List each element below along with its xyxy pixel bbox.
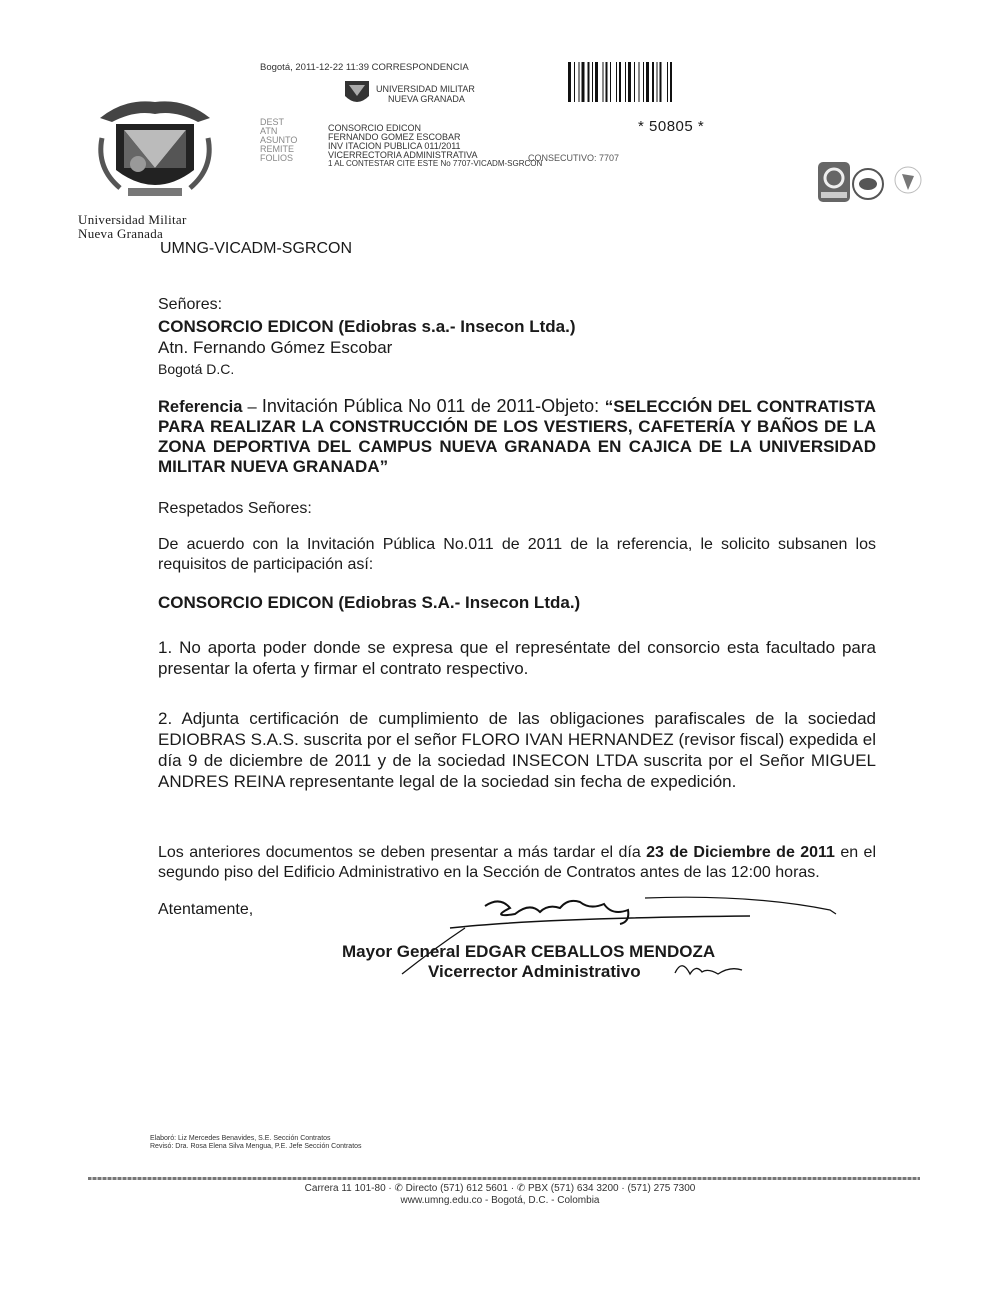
stamp-label-0: DEST (260, 117, 285, 127)
university-crest-icon (80, 88, 230, 206)
reviewed-by: Revisó: Dra. Rosa Elena Silva Mengua, P.E. Jefe Sección Contratos (150, 1143, 362, 1150)
requirement-item-1: 1. No aporta poder donde se expresa que el represéntate del consorcio esta facultado para presentar la oferta y firmar el contrato respectivo. (158, 638, 876, 678)
prepared-by: Elaboró: Liz Mercedes Benavides, S.E. Sección Contratos (150, 1135, 331, 1142)
reference-object: “SELECCIÓN DEL CONTRATISTA PARA REALIZAR LA CONSTRUCCIÓN DE LOS VESTIERS, CAFETERÍA Y BAÑOS DE LA ZONA DEPORTIVA DEL CAMPUS NUEVA GRANADA EN CAJICA DE LA UNIVERSIDAD MILITAR NUEVA GRANADA” (158, 397, 876, 476)
stamp-value-4: 1 AL CONTESTAR CITE ESTE No 7707-VICADM-SGRCON (328, 159, 543, 168)
stamp-value-2: INV ITACION PUBLICA 011/2011 (328, 141, 461, 151)
requirement-item-2: 2. Adjunta certificación de cumplimiento de las obligaciones parafiscales de la sociedad EDIOBRAS S.A.S. suscrita por el señor FLORO IVAN HERNANDEZ (revisor fiscal) expedida el día 9 de diciembre de 2011 y de la sociedad INSECON LTDA suscrita por el Señor MIGUEL ANDRES REINA representante legal de la sociedad sin fecha de expedición. (158, 709, 876, 791)
reference-dash: – (242, 398, 262, 416)
document-reference-code: UMNG-VICADM-SGRCON (160, 240, 352, 257)
salutation: Señores: (158, 296, 223, 313)
stamp-logo-icon (342, 78, 372, 110)
stamp-label-1: ATN (260, 126, 278, 136)
signer-name: Mayor General EDGAR CEBALLOS MENDOZA (342, 942, 716, 961)
deadline-post: en el segundo piso del Edificio Administrativo en la Sección de Contratos antes de las 12:00 horas. (158, 844, 877, 881)
university-name-line2: Nueva Granada (78, 226, 164, 241)
icontec-logo-icon (818, 162, 850, 202)
greeting: Respetados Señores: (158, 500, 312, 517)
university-logo (78, 88, 230, 241)
footer-divider (88, 1177, 920, 1180)
barcode-icon (568, 62, 708, 102)
stamp-label-4: FOLIOS (260, 153, 294, 163)
deadline-paragraph (158, 843, 876, 883)
addressee-attention: Atn. Fernando Gómez Escobar (158, 338, 393, 357)
reference-label: Referencia (158, 398, 243, 416)
addressee-company: CONSORCIO EDICON (Ediobras s.a.- Insecon Ltda.) (158, 317, 576, 336)
stamp-value-3: VICERRECTORIA ADMINISTRATIVA (328, 150, 478, 160)
deadline-date: 23 de Diciembre de 2011 (646, 844, 835, 861)
stamp-org-line1: UNIVERSIDAD MILITAR (376, 84, 475, 94)
footer-web: www.umng.edu.co - Bogotá, D.C. - Colombia (400, 1195, 600, 1206)
addressee-city: Bogotá D.C. (158, 361, 235, 377)
stamp-label-3: REMITE (260, 144, 295, 154)
signer-title: Vicerrector Administrativo (428, 962, 641, 981)
stamp-consecutivo: CONSECUTIVO: 7707 (528, 153, 620, 163)
reference-paragraph (158, 396, 876, 477)
stamp-value-0: CONSORCIO EDICON (328, 123, 422, 133)
certification-logos (818, 160, 938, 208)
subheading-consortium: CONSORCIO EDICON (Ediobras S.A.- Insecon Ltda.) (158, 593, 581, 612)
quality-mark-icon (895, 167, 921, 193)
footer-address: Carrera 11 101-80 · ✆ Directo (571) 612 5601 · ✆ PBX (571) 634 3200 · (571) 275 7300 (304, 1183, 696, 1194)
intro-paragraph: De acuerdo con la Invitación Pública No.011 de 2011 de la referencia, le solicito subsanen los requisitos de participación así: (158, 536, 876, 573)
iqnet-logo-icon (853, 169, 883, 199)
deadline-pre: Los anteriores documentos se deben presentar a más tardar el día (158, 844, 647, 861)
farewell: Atentamente, (158, 901, 254, 918)
reference-text: Invitación Pública No 011 de 2011-Objeto: (261, 396, 605, 416)
stamp-value-1: FERNANDO GOMEZ ESCOBAR (328, 132, 461, 142)
stamp-org-line2: NUEVA GRANADA (388, 94, 465, 104)
stamp-date-line: Bogotá, 2011-12-22 11:39 CORRESPONDENCIA (260, 62, 469, 73)
stamp-label-2: ASUNTO (260, 135, 298, 145)
university-name-line1: Universidad Militar (78, 212, 187, 227)
radicado-number: * 50805 * (638, 118, 705, 135)
